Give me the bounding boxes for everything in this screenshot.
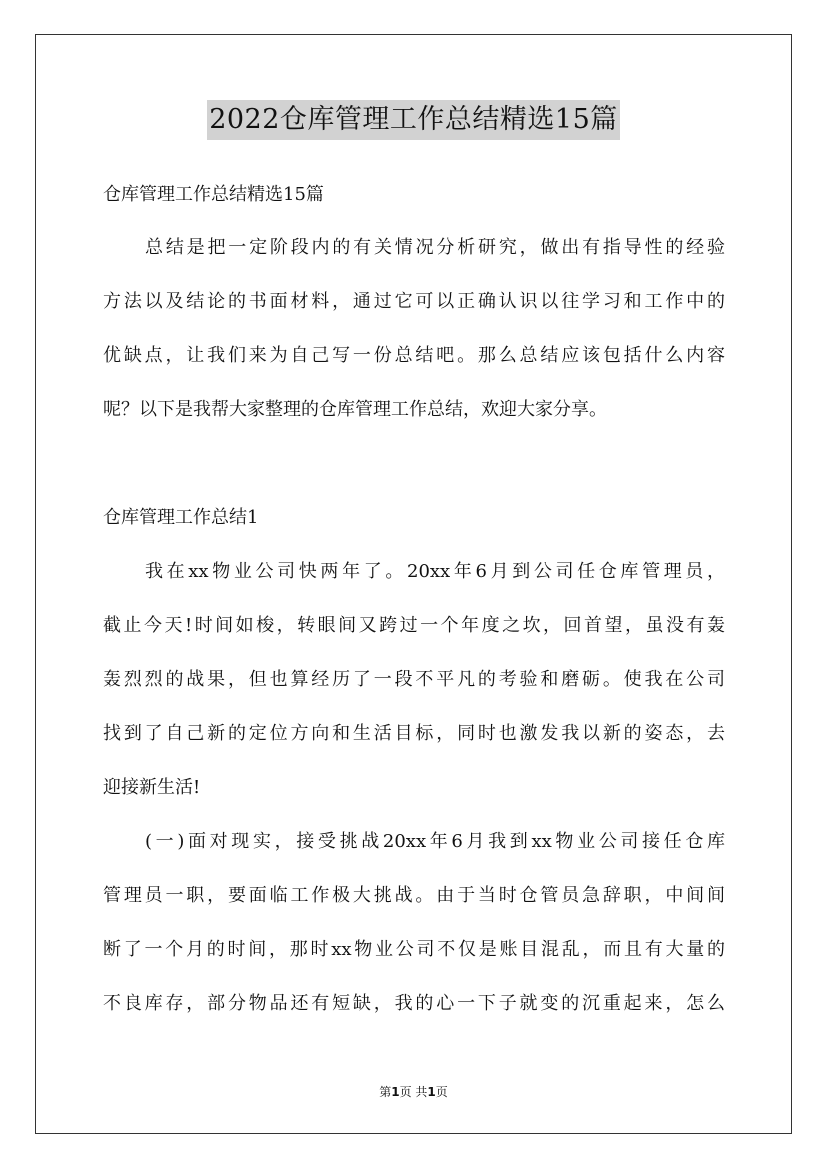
para1-line-1: 我在xx物业公司快两年了。20xx年6月到公司任仓库管理员，	[145, 561, 725, 582]
intro-line-3: 优缺点，让我们来为自己写一份总结吧。那么总结应该包括什么内容	[103, 345, 725, 366]
page-footer	[0, 1083, 827, 1100]
title-container	[0, 100, 827, 140]
intro-line-4: 呢？以下是我帮大家整理的仓库管理工作总结，欢迎大家分享。	[103, 399, 607, 420]
intro-line-1: 总结是把一定阶段内的有关情况分析研究，做出有指导性的经验	[145, 237, 725, 258]
para2-line-2: 管理员一职，要面临工作极大挑战。由于当时仓管员急辞职，中间间	[103, 885, 725, 906]
document-title: 2022仓库管理工作总结精选15篇	[207, 100, 620, 140]
para2-line-1: (一)面对现实，接受挑战20xx年6月我到xx物业公司接任仓库	[145, 831, 725, 852]
intro-line-2: 方法以及结论的书面材料，通过它可以正确认识以往学习和工作中的	[103, 291, 725, 312]
footer-prefix: 第	[379, 1085, 392, 1099]
para1-line-4: 找到了自己新的定位方向和生活目标，同时也激发我以新的姿态，去	[103, 723, 725, 744]
footer-page-total: 1	[427, 1085, 436, 1099]
para1-line-2: 截止今天!时间如梭，转眼间又跨过一个年度之坎，回首望，虽没有轰	[103, 615, 725, 636]
para1-line-5: 迎接新生活!	[103, 777, 201, 798]
section-heading: 仓库管理工作总结1	[103, 507, 259, 528]
para2-line-4: 不良库存，部分物品还有短缺，我的心一下子就变的沉重起来，怎么	[103, 993, 725, 1014]
subtitle: 仓库管理工作总结精选15篇	[103, 184, 324, 205]
footer-mid: 页 共	[399, 1085, 428, 1099]
para1-line-3: 轰烈烈的战果，但也算经历了一段不平凡的考验和磨砺。使我在公司	[103, 669, 725, 690]
para2-line-3: 断了一个月的时间，那时xx物业公司不仅是账目混乱，而且有大量的	[103, 939, 725, 960]
footer-page-number: 1	[391, 1085, 400, 1099]
footer-suffix: 页	[435, 1085, 448, 1099]
